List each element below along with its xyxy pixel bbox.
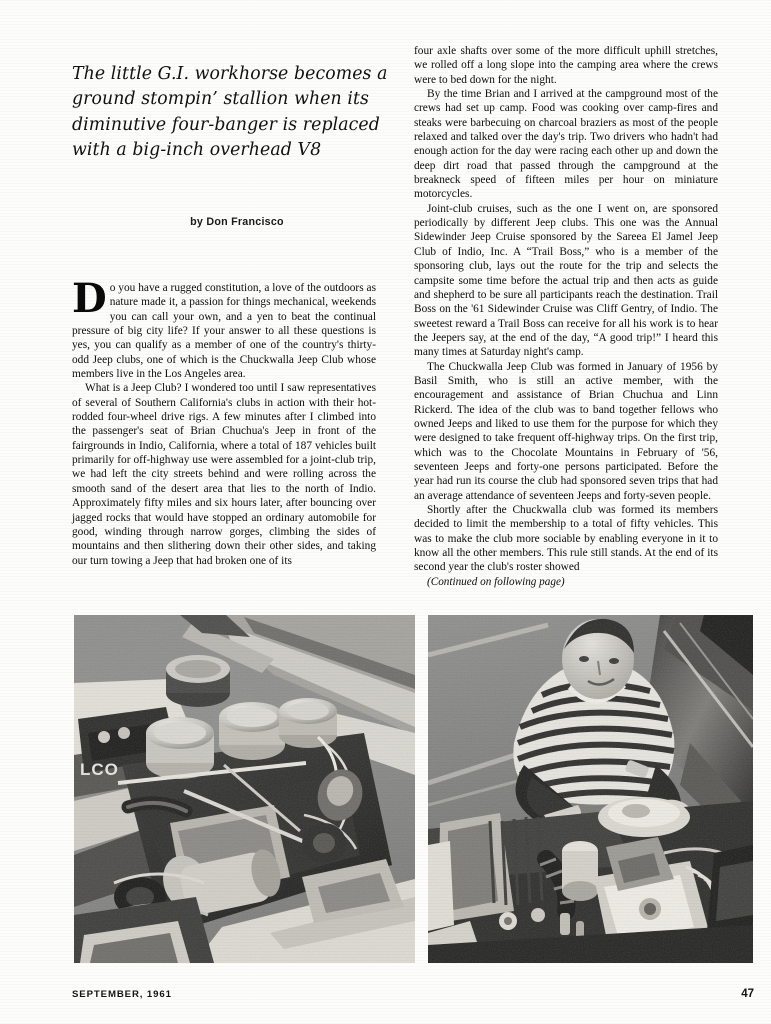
lead-paragraph-text: o you have a rugged constitution, a love of the outdoors as nature made it, a passion for things mechanical, weekends you can call your own, and a yen to beat the continual pressure of big city life? If your answer to all these questions is yes, you can qualify as a member of one of the country's thirty-odd Jeep clubs, one of which is the Chuckwalla Jeep Club whose members live in the Los Angeles area. bbox=[72, 282, 376, 381]
paragraph: four axle shafts over some of the more difficult uphill stretches, we rolled off a long slope into the camping area where the crews were to bed down for the night. bbox=[414, 45, 718, 86]
paragraph: Shortly after the Chuckwalla club was formed its members decided to limit the membership to a total of fifty vehicles. This was to make the club more sociable by enabling everyone in it to know all the other members. This rule still stands. At the end of its second year the club's roster showed bbox=[414, 504, 718, 574]
byline: by Don Francisco bbox=[190, 216, 284, 228]
article-deck bbox=[72, 62, 402, 164]
paragraph: The Chuckwalla Jeep Club was formed in January of 1956 by Basil Smith, who is still an active member, with the encouragement and assistance of Brian Chuchua and Linn Rickerd. The idea of the club was to band together fellows who owned Jeeps and liked to use them for the purpose for which they were designed to take frequent off-highway trips. On the first trip, which was to the Chocolate Mountains in February of '56, seventeen Jeeps and forty-one persons participated. Before the year had run its course the club had sponsored seven trips that had an average attendance of seventeen Jeeps and forty-seven people. bbox=[414, 360, 718, 502]
issue-date: SEPTEMBER, 1961 bbox=[72, 989, 172, 1000]
paragraph: By the time Brian and I arrived at the campground most of the crews had set up camp. Food was cooking over camp-fires and steaks were barbecuing on charcoal braziers as most of the people relaxed and talked over the day's trip. Two drivers who hadn't had enough action for the day were racing each other up and down the deep dirt road that passed through the campground at the breakneck speed of fifteen miles per hour on miniature motorcycles. bbox=[414, 88, 718, 201]
lead-paragraph bbox=[72, 275, 376, 381]
continued-note: (Continued on following page) bbox=[427, 575, 565, 588]
svg-text:LCO: LCO bbox=[80, 760, 119, 779]
paragraph: Joint-club cruises, such as the one I went on, are sponsored periodically by different Jeep clubs. This one was the Annual Sidewinder Jeep Cruise sponsored by the Sareea El Jamel Jeep Club of Indio, Inc. A “Trail Boss,” who is a member of the sponsoring club, lays out the route for the trip and selects the campsite some time before the actual trip and then acts as guide and shepherd to be sure all participants reach the destination. Trail Boss on the '61 Sidewinder Cruise was Cliff Gentry, of Indio. The sweetest reward a Trail Boss can receive for all his work is to hear the Jeepers say, at the end of the day, “A good trip!” I heard this many times at Saturday night's camp. bbox=[414, 202, 718, 359]
body-column-left bbox=[72, 275, 376, 568]
engine-bay-photo bbox=[74, 615, 415, 963]
drop-cap: D bbox=[72, 275, 107, 322]
page-number: 47 bbox=[741, 988, 754, 1000]
paragraph: What is a Jeep Club? I wondered too until I saw representatives of several of Southern California's clubs in action with their hot-rodded four-wheel drive rigs. A few minutes after I climbed into the passenger's seat of Brian Chuchua's Jeep in front of the fairgrounds in Indio, California, where a total of 187 vehicles built primarily for off-highway use were assembled for a joint-club trip, we had left the city streets behind and were rolling across the smooth sand of the desert area that lies to the north of Indio. Approximately fifty miles and six hours later, after bouncing over jagged rocks that would have stopped an ordinary automobile for good, winding through narrow gorges, climbing the sides of mountains and then slithering down their other sides, and taking our turn towing a Jeep that had broken one of its bbox=[72, 382, 376, 567]
deck-line-1: The little G.I. workhorse becomes a bbox=[72, 64, 388, 84]
body-column-right bbox=[414, 44, 718, 589]
deck-line-3: diminutive four-banger is replaced bbox=[72, 114, 380, 135]
deck-line-2: ground stompin’ stallion when its bbox=[72, 89, 369, 110]
mechanic-photo bbox=[428, 615, 753, 963]
page-footer bbox=[72, 988, 754, 1000]
deck-line-4: with a big-inch overhead V8 bbox=[72, 140, 322, 161]
